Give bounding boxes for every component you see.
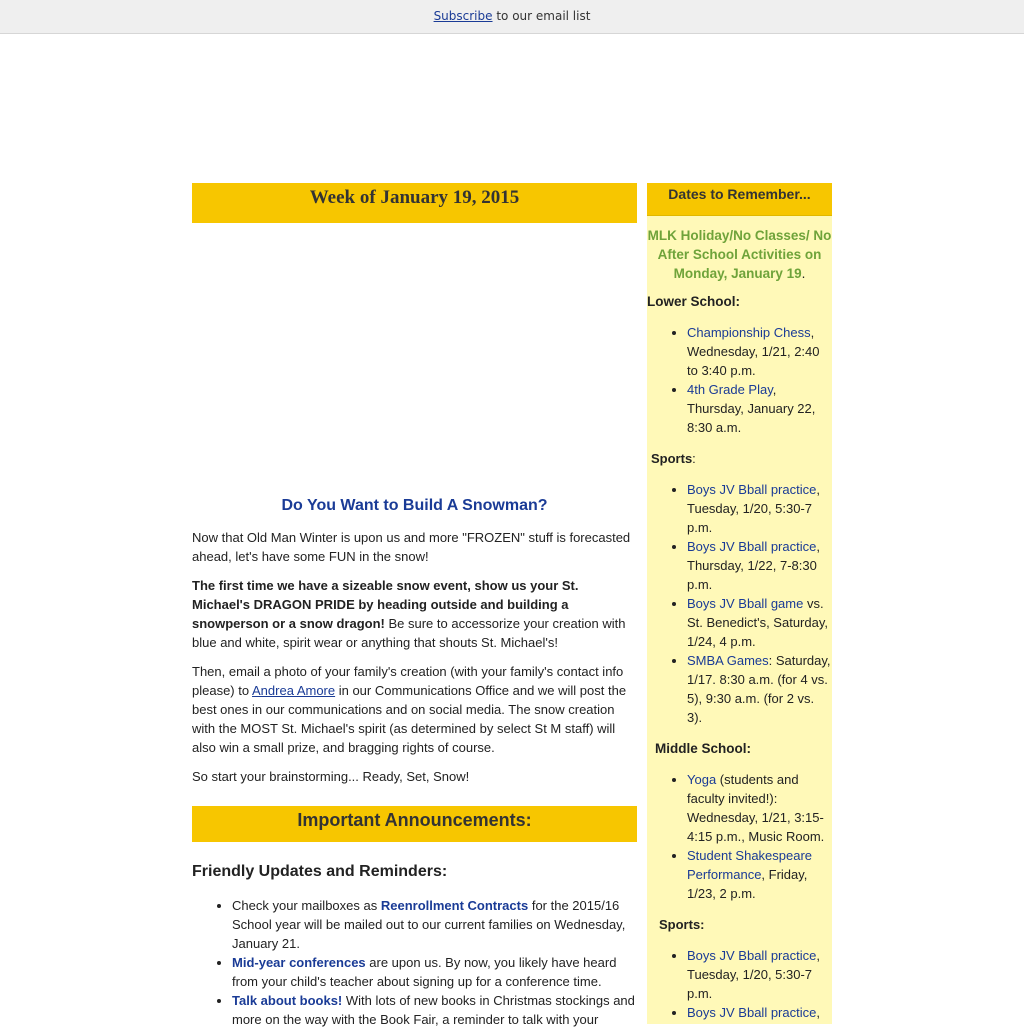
list-item xyxy=(687,594,832,651)
event-text: vs. St. Benedict's, Saturday, 1/24, 4 p.m. xyxy=(687,596,828,649)
list-item xyxy=(232,991,637,1029)
andrea-amore-link[interactable]: Andrea Amore xyxy=(252,683,336,698)
subscribe-link[interactable]: Subscribe xyxy=(433,9,493,23)
main-column xyxy=(192,183,637,1029)
reenrollment-link[interactable]: Reenrollment Contracts xyxy=(380,898,529,913)
header-image-area xyxy=(192,223,637,496)
snow-p3-text-a: Then, email a photo of your family's creation (with your family's contact info please) to xyxy=(192,664,624,698)
lower-school-list xyxy=(647,323,832,437)
reminder-text: for the 2015/16 School year will be mailed out to our current families on Wednesday, January 21. xyxy=(232,898,626,951)
play-link[interactable]: 4th Grade Play xyxy=(687,382,773,397)
bball-practice-link[interactable]: Boys JV Bball practice xyxy=(687,948,817,963)
list-item xyxy=(687,480,832,537)
middle-sports-list xyxy=(647,946,832,1022)
snow-p3-text-b: in our Communications Office and we will post the best ones in our communications and on social media. The snow creation with the MOST St. Michael's spirit (as determined by select St M staff) will also win a small prize, and bragging rights of course. xyxy=(192,683,627,755)
chess-link[interactable]: Championship Chess xyxy=(687,325,811,340)
announcements-banner xyxy=(192,806,637,842)
dates-sidebar xyxy=(647,183,832,1024)
list-item xyxy=(687,537,832,594)
event-text: , Thursday, 1/22, 7-8:30 p.m. xyxy=(687,539,820,592)
announcements-title: Important Announcements: xyxy=(297,810,532,830)
list-item xyxy=(687,770,832,846)
snow-p2-rest: Be sure to accessorize your creation with blue and white, spirit wear or anything that shouts St. Michael's! xyxy=(192,616,626,650)
event-text: (students and faculty invited!): Wednesday, 1/21, 3:15-4:15 p.m., Music Room. xyxy=(687,772,825,844)
mlk-dot: . xyxy=(801,266,806,281)
event-text: , Wednesday, 1/21, 2:40 to 3:40 p.m. xyxy=(687,325,820,378)
week-banner xyxy=(192,183,637,223)
sports-label: Sports xyxy=(651,451,693,466)
shakespeare-link[interactable]: Student Shakespeare Performance xyxy=(687,848,813,882)
lower-sports-heading xyxy=(651,449,832,468)
event-text: , xyxy=(816,1005,820,1020)
list-item xyxy=(232,896,637,953)
snow-paragraph-1: Now that Old Man Winter is upon us and more "FROZEN" stuff is forecasted ahead, let's have some FUN in the snow! xyxy=(192,530,631,564)
list-item xyxy=(687,323,832,380)
week-title: Week of January 19, 2015 xyxy=(309,187,520,208)
list-item xyxy=(687,380,832,437)
bball-practice-link[interactable]: Boys JV Bball practice xyxy=(687,482,817,497)
event-text: , Tuesday, 1/20, 5:30-7 p.m. xyxy=(687,948,820,1001)
event-text: , Thursday, January 22, 8:30 a.m. xyxy=(687,382,816,435)
lower-sports-list xyxy=(647,480,832,727)
event-text: : Saturday, 1/17. 8:30 a.m. (for 4 vs. 5), 9:30 a.m. (for 2 vs. 3). xyxy=(687,653,831,725)
event-text: , Friday, 1/23, 2 p.m. xyxy=(687,867,808,901)
bball-game-link[interactable]: Boys JV Bball game xyxy=(687,596,804,611)
list-item xyxy=(687,946,832,1003)
mlk-text: MLK Holiday/No Classes/ No After School Activities on Monday, January 19 xyxy=(647,228,832,281)
snow-paragraph-3 xyxy=(192,662,637,757)
middle-school-list xyxy=(647,770,832,903)
subscribe-bar xyxy=(0,0,1024,34)
books-link[interactable]: Talk about books! xyxy=(232,993,343,1008)
bball-practice-link[interactable]: Boys JV Bball practice xyxy=(687,1005,817,1020)
friendly-title: Friendly Updates and Reminders: xyxy=(192,863,448,880)
list-item xyxy=(687,846,832,903)
reminder-text: are upon us. By now, you likely have heard from your child's teacher about signing up for a conference time. xyxy=(232,955,617,989)
list-item xyxy=(687,651,832,727)
reminder-text: Check your mailboxes as xyxy=(232,898,381,913)
snow-paragraph-2 xyxy=(192,576,637,652)
reminders-list xyxy=(192,896,637,1029)
conferences-link[interactable]: Mid-year conferences xyxy=(232,955,366,970)
middle-sports-heading xyxy=(659,915,832,934)
sports-label: Sports: xyxy=(659,917,705,932)
sports-colon: : xyxy=(692,451,696,466)
snowman-title: Do You Want to Build A Snowman? xyxy=(281,497,548,514)
snow-paragraph-4: So start your brainstorming... Ready, Set, Snow! xyxy=(192,769,470,784)
yoga-link[interactable]: Yoga xyxy=(687,772,717,787)
dates-title: Dates to Remember... xyxy=(668,186,811,202)
lower-school-heading: Lower School: xyxy=(647,294,741,309)
smba-games-link[interactable]: SMBA Games xyxy=(687,653,769,668)
reminder-text: With lots of new books in Christmas stockings and more on the way with the Book Fair, a reminder to talk with your xyxy=(232,993,635,1027)
list-item xyxy=(232,953,637,991)
subscribe-text: to our email list xyxy=(492,9,591,23)
bball-practice-link[interactable]: Boys JV Bball practice xyxy=(687,539,817,554)
middle-school-heading: Middle School: xyxy=(655,741,751,756)
snow-p2-bold: The first time we have a sizeable snow event, show us your St. Michael's DRAGON PRIDE by heading outside and building a snowperson or a snow dragon! xyxy=(192,578,579,631)
list-item xyxy=(687,1003,832,1022)
mlk-notice xyxy=(647,226,832,283)
event-text: , Tuesday, 1/20, 5:30-7 p.m. xyxy=(687,482,820,535)
dates-banner xyxy=(647,183,832,216)
